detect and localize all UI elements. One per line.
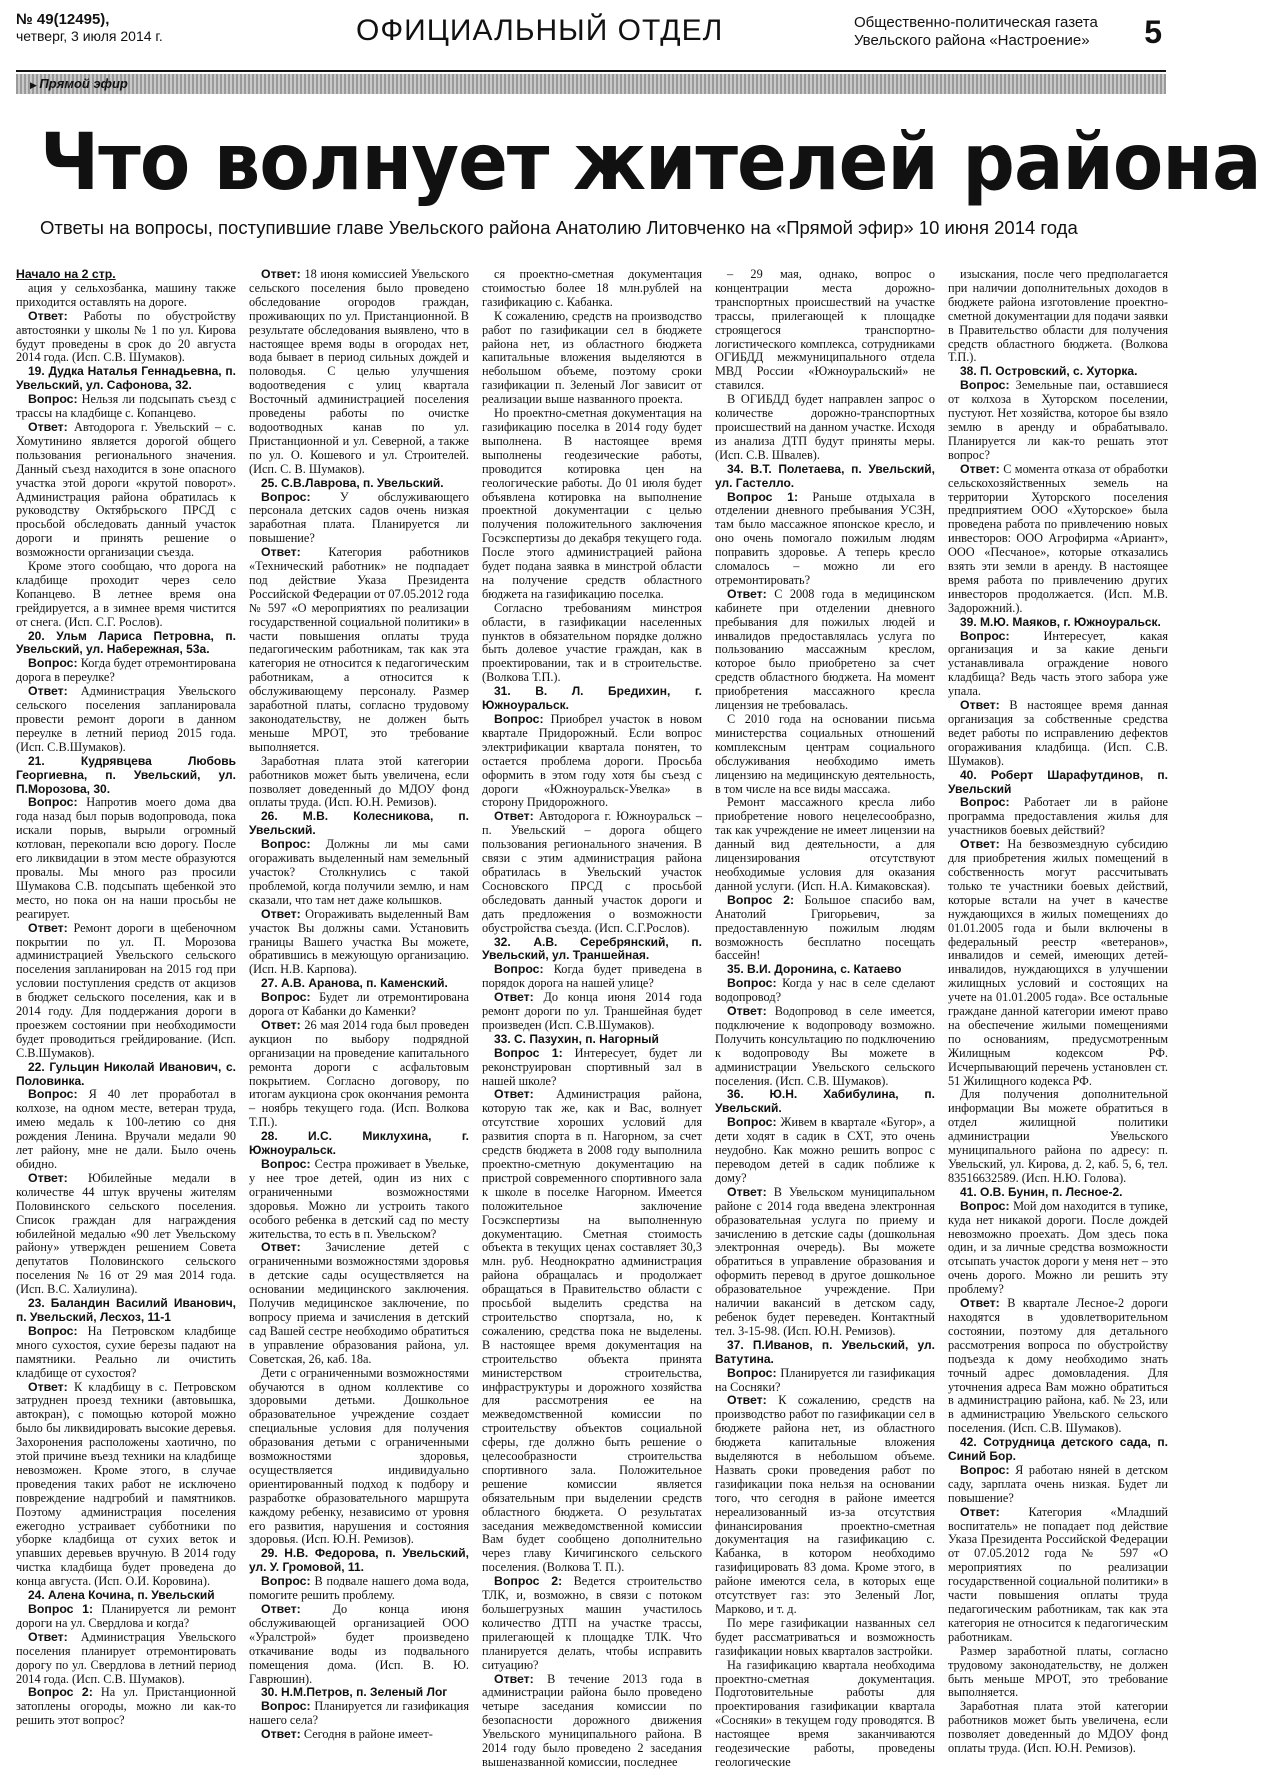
qa-paragraph — [948, 1297, 1168, 1436]
qa-label: Вопрос: — [28, 1087, 78, 1102]
qa-paragraph — [948, 1200, 1168, 1297]
qa-paragraph — [715, 1116, 935, 1186]
qa-label: Вопрос: — [960, 795, 1010, 810]
column-2 — [249, 267, 469, 1742]
qa-paragraph — [715, 1367, 935, 1395]
qa-label: Ответ: — [261, 1602, 301, 1616]
column-3 — [482, 267, 702, 1769]
question-author: 35. В.И. Доронина, с. Катаево — [727, 962, 902, 977]
qa-paragraph — [249, 1728, 469, 1742]
qa-paragraph — [715, 1186, 935, 1339]
qa-label: Ответ: — [261, 1017, 301, 1032]
qa-label: Вопрос: — [28, 656, 78, 671]
column-4 — [715, 267, 936, 1769]
qa-label: Ответ: — [494, 1671, 534, 1686]
qa-paragraph — [249, 491, 469, 547]
qa-label: Ответ: — [261, 545, 301, 560]
qa-label: Ответ: — [28, 1170, 68, 1185]
qa-label: Вопрос: — [261, 1699, 311, 1714]
qa-text: Автодорога г. Южноуральск – п. Увельский – дорога общего пользования регионального значения. В связи с этим администрация района обратилась в Увельский участок Сосновского ПРСД с просьбой обследовать данный участок дороги и дать предложения о возможности обустройства съезда. (Исп. С.Г.Рослов). — [482, 809, 702, 935]
qa-paragraph — [948, 796, 1168, 838]
question-author: 30. Н.М.Петров, п. Зеленый Лог — [261, 1685, 448, 1700]
qa-paragraph — [482, 991, 702, 1033]
qa-paragraph — [482, 1047, 702, 1089]
qa-paragraph — [16, 1325, 236, 1381]
qa-text: Раньше отдыхала в отделении дневного пребывания УСЗН, там было массажное японское кресло, и оно очень помогало пожилым людям поправить здоровье. А теперь кресло сломалось – можно ли его отремонтировать? — [715, 489, 935, 587]
question-author: 34. В.Т. Полетаева, п. Увельский, ул. Гастелло. — [715, 461, 935, 490]
qa-text: Живем в квартале «Бугор», а дети ходят в садик в СХТ, это очень неудобно. Как можно решить вопрос с переводом детей в садик поближе к дому? — [715, 1115, 935, 1185]
qa-paragraph — [948, 838, 1168, 1088]
qa-text: Сегодня в районе имеет- — [300, 1727, 433, 1742]
qa-text: Зачисление детей с ограниченными возможностями здоровья в детские сады осуществляется на основании медицинского заключения. Получив медицинское заключение, по вопросу приема и зачисления в детский сад Вашей сестре необходимо обратиться в управление образования района, ул. Советская, 26, каб. 18а. — [249, 1240, 469, 1366]
qa-paragraph — [948, 1464, 1168, 1506]
question-author: 22. Гульцин Николай Иванович, с. Половинка. — [16, 1059, 236, 1088]
question-author: 23. Баландин Василий Иванович, п. Увельский, Лесхоз, 11-1 — [16, 1296, 236, 1324]
qa-text: Интересует, будет ли реконструирован спортивный зал в нашей школе? — [482, 1045, 702, 1088]
qa-text: Ведется строительство ТЛК, и, возможно, в связи с потоком большегрузных машин участилось количество ДТП на участке трассы, прилегающей к площадке ТЛК. Что планируется делать, чтобы исправить ситуацию? — [482, 1574, 702, 1672]
qa-paragraph — [16, 796, 236, 921]
qa-text: У обслуживающего персонала детских садов очень низкая заработная плата. Планируется ли повышение? — [249, 489, 469, 546]
qa-label: Ответ: — [28, 1629, 68, 1644]
qa-text: Администрация Увельского поселения планирует отремонтировать дорогу по ул. Свердлова в летний период 2014 года. (Исп. С.В. Шумаков). — [16, 1629, 236, 1686]
subheadline: Ответы на вопросы, поступившие главе Увельского района Анатолию Литовченко на «Прямой эфир» 10 июня 2014 года — [40, 217, 1078, 238]
qa-label: Вопрос: — [261, 837, 311, 852]
paragraph: изыскания, после чего предполагается при наличии дополнительных доходов в бюджете района изготовление проектно-сметной документации для подачи заявки в Правительство области для получения средств областного бюджета. (Волкова Т.П.). — [948, 267, 1168, 365]
qa-label: Вопрос 2: — [727, 892, 795, 907]
headline: Что волнует жителей района — [40, 118, 1261, 208]
qa-text: Планируется ли газификация на Сосняки? — [715, 1365, 935, 1394]
qa-text: Интересует, какая организация и за какие деньги устанавливала ограждение нового кладбища? Ведь часть этого забора уже упала. — [948, 628, 1168, 699]
qa-text: На ул. Пристанционной затоплены огороды, можно ли как-то решить этот вопрос? — [16, 1685, 236, 1728]
question-author: 31. В. Л. Бредихин, г. Южноуральск. — [482, 684, 702, 713]
question-author: 32. А.В. Серебрянский, п. Увельский, ул. Траншейная. — [482, 934, 702, 963]
qa-paragraph — [948, 379, 1168, 462]
qa-text: Мой дом находится в тупике, куда нет никакой дороги. После дождей невозможно проехать. Дом здесь пока один, и за личные средства возможности отсыпать участок дороги у меня нет – это очень дорого. Можно ли решить эту проблему? — [948, 1198, 1168, 1297]
question-author: 37. П.Иванов, п. Увельский, ул. Ватутина. — [715, 1337, 935, 1366]
qa-text: Планируется ли ремонт дороги на ул. Свердлова и когда? — [16, 1602, 236, 1630]
qa-label: Ответ: — [28, 920, 68, 935]
qa-text: Когда будет отремонтирована дорога в переулке? — [16, 656, 237, 685]
qa-label: Ответ: — [960, 837, 1000, 852]
qa-paragraph — [249, 991, 469, 1019]
question-author: 40. Роберт Шарафутдинов, п. Увельский — [948, 767, 1168, 796]
qa-text: До конца июня обслуживающей организацией ООО «Уралстрой» будет произведено откачивание воды из подвального помещения дома. (Исп. В. Ю. Гаврюшин). — [249, 1602, 469, 1686]
qa-text: Огораживать выделенный Вам участок Вы должны сами. Установить границы Вашего участка Вы можете, обратившись в межующую организацию. (Исп. Н.В. Карпова). — [249, 906, 469, 977]
qa-paragraph — [249, 268, 469, 477]
qa-paragraph — [16, 685, 236, 755]
qa-text: В подвале нашего дома вода, помогите решить проблему. — [249, 1574, 469, 1603]
qa-paragraph — [948, 1506, 1168, 1645]
qa-paragraph — [482, 1088, 702, 1575]
paragraph: – 29 мая, однако, вопрос о концентрации места дорожно-транспортных происшествий на участке трассы, прилегающей к площадке строящегося транспортно-логистического комплекса, сотрудниками ОГИБДД межмуниципального отдела МВД России «Южноуральский» не ставился. — [715, 267, 935, 393]
article-body — [16, 267, 1168, 1769]
paragraph: Но проектно-сметная документация на газификацию поселка в 2014 году будет выполнена. В настоящее время выполнены геодезические работы, проводится котировка цен на геологические работы. До 01 июля будет объявлена котировка на выполнение проектной документации с целью получения положительного заключения Госэкспертизы до декабря текущего года. После этого администрацией района будет подана заявка в минстрой области на получение средств областного бюджета на газификацию поселка. — [482, 406, 702, 601]
qa-paragraph — [16, 421, 236, 560]
qa-text: Категория работников «Технический работник» не подпадает под действие Указа Президента Российской Федерации от 07.05.2012 года № 597 «О мероприятиях по реализации государственной социальной политики» в части повышения оплаты труда педагогическим работникам, так как эта категория не относится к педагогическим работникам, а относится к обслуживающему персоналу. Размер заработной платы, согласно трудовому законодательству, не должен быть меньше МРОТ, это требование выполняется. — [249, 545, 469, 754]
qa-text: Я работаю няней в детском саду, зарплата очень низкая. Будет ли повышение? — [948, 1462, 1168, 1505]
qa-label: Ответ: — [28, 684, 68, 699]
question-author: 24. Алена Кочина, п. Увельский — [28, 1588, 215, 1603]
qa-label: Вопрос: — [960, 1198, 1010, 1213]
question-author: 36. Ю.Н. Хабибулина, п. Увельский. — [715, 1087, 935, 1116]
qa-label: Вопрос 1: — [727, 489, 799, 504]
qa-label: Вопрос: — [960, 378, 1010, 393]
paragraph: К сожалению, средств на производство работ по газификации сел в бюджете района нет, из областного бюджета капитальные вложения выделяются в небольшом объеме, поэтому сроки газификации п. Зеленый Лог зависит от реализации выше названного проекта. — [482, 308, 702, 407]
qa-paragraph — [16, 657, 236, 685]
paragraph: На газификацию квартала необходима проектно-сметная документация. Подготовительные работы для проектирования газификации квартала «Сосняки» в текущем году проводятся. В настоящее время заканчиваются геодезические работы, проведены геологические — [715, 1657, 935, 1769]
qa-paragraph — [16, 1088, 236, 1171]
qa-label: Ответ: — [727, 1004, 767, 1019]
qa-text: 26 мая 2014 года был проведен аукцион по выбору подрядной организации на проведение капитального ремонта дороги с асфальтовым покрытием. Согласно договору, по итогам аукциона срок окончания ремонта – ноябрь текущего года. (Исп. Волкова Т.П.). — [249, 1017, 469, 1130]
question-author: 25. С.В.Лаврова, п. Увельский. — [261, 475, 444, 490]
qa-paragraph — [16, 310, 236, 366]
question-author: 21. Кудрявцева Любовь Георгиевна, п. Увельский, ул. П.Морозова, 30. — [16, 753, 236, 796]
qa-paragraph — [948, 630, 1168, 700]
continuation-note: Начало на 2 стр. — [16, 267, 116, 281]
question-author: 39. М.Ю. Маяков, г. Южноуральск. — [960, 614, 1161, 629]
qa-paragraph — [16, 393, 236, 421]
masthead — [16, 8, 1166, 72]
qa-paragraph — [249, 1158, 469, 1241]
qa-text: Нельзя ли подсыпать съезд с трассы на кладбище с. Копанцево. — [16, 392, 236, 421]
qa-paragraph — [249, 1241, 469, 1366]
qa-paragraph — [16, 1172, 236, 1297]
qa-label: Вопрос 2: — [28, 1685, 93, 1700]
qa-label: Ответ: — [261, 906, 301, 921]
qa-label: Вопрос: — [960, 1462, 1010, 1477]
qa-text: Земельные паи, оставшиеся от колхоза в Хуторском поселении, пустуют. Нет хозяйства, которое бы взяло землю в аренду и обрабатывало. Планируется ли как-то решать этот вопрос? — [948, 378, 1168, 462]
qa-paragraph — [249, 1019, 469, 1130]
qa-paragraph — [249, 1603, 469, 1686]
qa-text: К сожалению, средств на производство работ по газификации сел в бюджете района нет, из областного бюджета капитальные вложения выделяются в небольшом объеме. Назвать сроки проведения работ по газификации пока нельзя на основании того, что сегодня в районе имеется нереализованный из-за отсутствия финансирования проектно-сметная документация на газификацию с. Кабанка, в котором необходимо газифицировать 83 дома. Кроме этого, в районе имеются села, в которых еще отсутствует газ: это Зеленый Лог, Марково, и т. д. — [715, 1393, 935, 1616]
qa-label: Вопрос: — [261, 1157, 311, 1171]
paper-name-line1: Общественно-политическая газета — [854, 14, 1098, 31]
qa-label: Вопрос: — [960, 628, 1010, 643]
qa-text: Большое спасибо вам, Анатолий Григорьевич, за предоставленную пожилым людям возможность бесплатно посещать бассейн! — [715, 892, 936, 963]
question-author: 33. С. Пазухин, п. Нагорный — [494, 1031, 659, 1046]
question-author: 38. П. Островский, с. Хуторка. — [960, 364, 1138, 379]
paragraph: С 2010 года на основании письма министерства социальных отношений комплексным центрам социального обслуживания необходимо иметь лицензию на медицинскую деятельность, в том числе на все виды массажа. — [715, 712, 935, 796]
qa-paragraph — [715, 894, 935, 964]
qa-text: Планируется ли газификация нашего села? — [249, 1699, 469, 1728]
qa-paragraph — [715, 1394, 935, 1617]
qa-text: Когда у нас в селе сделают водопровод? — [715, 976, 935, 1005]
qa-text: На безвозмездную субсидию для приобретения жилых помещений в собственность могут рассчитывать только те участники боевых действий, которые встали на учет в качестве нуждающихся в жилых помещениях до 01.01.2005 года и были включены в федеральный реестр «ветеранов», инвалидов и семей, имеющих детей-инвалидов, нуждающихся в улучшении жилищных условий и состоящих на учете на 01.01.2005 года». Все остальные граждане данной категории имеют право на обеспечение жилыми помещениями по основаниям, предусмотренным Жилищным кодексом РФ. Исчерпывающий перечень установлен ст. 51 Жилищного кодекса РФ. — [948, 837, 1168, 1088]
qa-label: Вопрос: — [261, 990, 311, 1005]
qa-text: Администрация района, которую так же, как и Вас, волнует отсутствие хороших условий для развития спорта в п. Нагорном, за счет средств бюджета в 2008 году выполнила проектно-сметную документацию на пристрой современного спортивного зала к школе в поселке Нагорном. Имеется положительное заключение Госэкспертизы на выполненную документацию. Сметная стоимость объекта в текущих ценах составляет 30,3 млн. руб. Неоднократно администрация района обращалась и продолжает обращаться в Правительство области с просьбой выделить средства на строительство спортзала, но, к сожалению, средства пока не выделены. В настоящее время документация на строительство объекта принята министерством строительства, инфраструктуры и дорожного хозяйства для рассмотрения ее на межведомственной комиссии по строительству объектов социальной сферы, где должно быть решение о целесообразности строительства спортивного зала. Положительное решение комиссии является обязательным при выделении средств областного бюджета. О результатах заседания межведомственной комиссии Вам будет сообщено дополнительно через главу Кичигинского сельского поселения. (Волкова Т. П.). — [482, 1087, 702, 1575]
qa-text: В течение 2013 года в администрации района было проведено четыре заседания комиссии по безопасности дорожного движения Увельского муниципального района. В 2014 году было проведено 2 заседания вышеназванной комиссии, последнее — [482, 1671, 702, 1769]
qa-paragraph — [16, 1381, 236, 1590]
rubric-label: ▶ Прямой эфир — [30, 74, 128, 95]
qa-label: Ответ: — [727, 1184, 767, 1199]
paragraph: Согласно требованиям минстроя области, в газификации населенных пунктов в обязательном порядке должно быть долевое участие граждан, как в проектировании, так и в строительстве. (Волкова Т.П.). — [482, 600, 702, 685]
paragraph: Кроме этого сообщаю, что дорога на кладбище проходит через село Копанцево. В летнее время она грейдируется, а в зимнее время чистится от снега. (Исп. С.Г. Рослов). — [16, 559, 236, 629]
paper-name — [854, 14, 1098, 50]
paragraph: ся проектно-сметная документация стоимостью более 18 млн.рублей на газификацию с. Кабанка. — [482, 267, 702, 309]
qa-paragraph — [16, 1686, 236, 1728]
page-number: 5 — [1144, 14, 1162, 50]
qa-paragraph — [249, 1575, 469, 1603]
qa-paragraph — [482, 810, 702, 935]
qa-text: Работы по обустройству автостоянки у школы № 1 по ул. Кирова будут проведены в срок до 20 августа 2014 года. (Исп. С.В. Шумаков). — [16, 308, 236, 365]
qa-label: Вопрос: — [494, 712, 544, 726]
qa-label: Вопрос: — [261, 489, 311, 504]
question-author: 41. О.В. Бунин, п. Лесное-2. — [960, 1184, 1123, 1199]
qa-text: Автодорога г. Увельский – с. Хомутинино является дорогой общего пользования регионального значения. Данный съезд находится в зоне опасного участка этой дороги «крутой поворот». Администрация района обратилась к руководству Октябрьского ПРСД с просьбой обследовать данный участок дороги и принять решение о возможности организации съезда. — [16, 419, 236, 560]
qa-paragraph — [249, 1700, 469, 1728]
paper-name-line2: Увельского района «Настроение» — [854, 32, 1090, 49]
qa-label: Ответ: — [494, 1087, 534, 1102]
qa-label: Вопрос 1: — [494, 1045, 563, 1060]
qa-text: В Увельском муниципальном районе с 2014 года введена электронная образовательная услуга по приему и зачислению в детские сады (дошкольная электронная очередь). Вы можете обратиться в управление образования и оформить перевод в другое дошкольное образовательное учреждение. При наличии вакансий в детском саду, ребенок будет переведен. Контактный тел. 3-15-98. (Исп. Ю.Н. Ремизов). — [715, 1184, 935, 1338]
qa-paragraph — [715, 588, 935, 713]
qa-label: Ответ: — [494, 990, 534, 1005]
qa-text: Будет ли отремонтирована дорога от Кабанки до Каменки? — [249, 990, 469, 1019]
qa-text: Администрация Увельского сельского поселения запланировала провести ремонт дороги в данном переулке в летний период 2015 года. (Исп. С.В.Шумаков). — [16, 684, 236, 754]
qa-paragraph — [482, 963, 702, 991]
qa-label: Вопрос: — [494, 962, 544, 977]
qa-label: Вопрос: — [28, 795, 78, 810]
column-5 — [948, 267, 1168, 1756]
rubric-bar — [16, 74, 1166, 94]
section-title: ОФИЦИАЛЬНЫЙ ОТДЕЛ — [356, 14, 724, 47]
qa-text: Должны ли мы сами огораживать выделенный нам земельный участок? Столкнулись с такой проблемой, когда получили землю, и нам сказали, что там нет даже колышков. — [249, 837, 469, 907]
paragraph: Заработная плата этой категории работников может быть увеличена, если позволяет доведенный до МДОУ фонд оплаты труда. (Исп. Ю.Н. Ремизов). — [249, 753, 469, 810]
qa-label: Вопрос 1: — [28, 1602, 94, 1616]
qa-label: Вопрос: — [28, 1323, 78, 1338]
qa-paragraph — [249, 838, 469, 908]
qa-label: Вопрос: — [727, 1115, 777, 1130]
qa-text: В настоящее время данная организация за собственные средства ведет работы по исправлению дефектов огораживания кладбища. (Исп. С.В. Шумаков). — [948, 698, 1168, 768]
issue-date: четверг, 3 июля 2014 г. — [16, 28, 163, 44]
paragraph: Ремонт массажного кресла либо приобретение нового нецелесообразно, так как учреждение не имеет лицензии на данный вид деятельности, а для лицензирования отсутствуют необходимые условия для оказания данной услуги. (Исп. Н.А. Кимаковская). — [715, 795, 935, 893]
qa-text: До конца июня 2014 года ремонт дороги по ул. Траншейная будет произведен (Исп. С.В.Шумаков). — [482, 990, 702, 1032]
question-author: 29. Н.В. Федорова, п. Увельский, ул. У. Громовой, 11. — [249, 1546, 469, 1575]
qa-paragraph — [482, 1575, 702, 1672]
qa-label: Ответ: — [28, 308, 68, 323]
paragraph: ация у сельхозбанка, машину также приходится оставлять на дороге. — [16, 280, 236, 309]
qa-label: Ответ: — [494, 809, 534, 824]
qa-label: Вопрос: — [28, 392, 78, 407]
paragraph: В ОГИБДД будет направлен запрос о количестве дорожно-транспортных происшествий на данном участке. Исходя из анализа ДТП будут приняты меры. (Исп. С.В. Швалев). — [715, 392, 935, 462]
paragraph: Для получения дополнительной информации Вы можете обратиться в отдел жилищной политики администрации Увельского муниципального района по адресу: п. Увельский, ул. Кирова, д. 2, каб. 5, 6, тел. 83516632589. (Исп. Н.Ю. Голова). — [948, 1087, 1168, 1185]
qa-text: Я 40 лет проработал в колхозе, на одном месте, ветеран труда, имею медаль к 100-летию со дня рождения Ленина. Вручали медали 90 лет району, мне не дали. Было очень обидно. — [16, 1087, 236, 1171]
question-author: 42. Сотрудница детского сада, п. Синий Бор. — [948, 1435, 1168, 1464]
qa-paragraph — [948, 699, 1168, 769]
qa-text: Категория «Младший воспитатель» не попадает под действие Указа Президента Российской Федерации от 07.05.2012 года № 597 «О мероприятиях по реализации государственной социальной политики» в части повышения оплаты труда педагогическим работникам, так как эта категория не относится к педагогическим работникам. — [948, 1504, 1168, 1644]
qa-label: Ответ: — [261, 267, 301, 281]
qa-paragraph — [482, 713, 702, 810]
qa-paragraph — [715, 491, 935, 588]
qa-label: Ответ: — [727, 586, 767, 601]
qa-text: Юбилейные медали в количестве 44 штук вручены жителям Половинского сельского поселения. Список граждан для награждения юбилейной медалью «90 лет Увельскому району» утвержден решением Совета депутатов Половинского сельского поселения № 16 от 29 мая 2014 года. (Исп. В.С. Халиулина). — [16, 1170, 236, 1297]
qa-text: Ремонт дороги в щебеночном покрытии по ул. П. Морозова администрацией Увельского сельского поселения запланирован на 2015 год при условии поступления средств от акцизов в бюджет сельского поселения, как и в 2014 году. Для поддержания дороги в проезжем состоянии при необходимости будет проводиться грейдирование. (Исп. С.В.Шумаков). — [16, 920, 236, 1060]
qa-paragraph — [482, 1673, 702, 1770]
paragraph: По мере газификации названных сел будет рассматриваться и возможность газификации новых кварталов застройки. — [715, 1615, 935, 1658]
qa-paragraph — [715, 977, 935, 1005]
qa-label: Ответ: — [261, 1727, 301, 1742]
qa-label: Вопрос 2: — [494, 1574, 563, 1589]
qa-label: Ответ: — [261, 1240, 301, 1255]
qa-text: Приобрел участок в новом квартале Придорожный. Если вопрос электрификации квартала понятен, то остается проблема дороги. Просьба оформить в этом году хотя бы съезд с дороги «Южноуральск-Увелка» в сторону Придорожного. — [482, 712, 702, 810]
paragraph: Размер заработной платы, согласно трудовому законодательству, не должен быть меньше МРОТ, это требование выполняется. — [948, 1643, 1168, 1700]
column-1 — [16, 267, 237, 1728]
qa-label: Вопрос: — [727, 976, 777, 991]
question-author: 20. Ульм Лариса Петровна, п. Увельский, ул. Набережная, 53а. — [16, 628, 236, 657]
qa-text: С 2008 года в медицинском кабинете при отделении дневного пребывания для пожилых людей и инвалидов предоставлялась услуга по пользованию массажным креслом, которое было приобретено за счет средств областного бюджета. На момент приобретения массажного кресла лицензия не требовалась. — [715, 586, 935, 713]
qa-paragraph — [16, 1603, 236, 1631]
qa-label: Ответ: — [960, 698, 1000, 713]
question-author: 27. А.В. Аранова, п. Каменский. — [261, 976, 448, 991]
qa-text: Напротив моего дома два года назад был порыв водопровода, пока искали порыв, вырыли огромный котлован, перекопали всю дорогу. После его ликвидации в этом месте образуются провалы. Мы много раз просили Шумакова С.В. подсыпать щебенкой это место, но пока он на наши просьбы не реагирует. — [16, 795, 236, 921]
qa-paragraph — [249, 546, 469, 755]
qa-label: Ответ: — [727, 1393, 767, 1408]
qa-paragraph — [249, 908, 469, 978]
paragraph: Заработная плата этой категории работников может быть увеличена, если позволяет доведенный до МДОУ фонд оплаты труда. (Исп. Ю.Н. Ремизов). — [948, 1699, 1168, 1756]
paragraph: Дети с ограниченными возможностями обучаются в одном коллективе со здоровыми детьми. Дошкольное образовательное учреждение создает специальные условия для получения образования детьми с ограниченными возможностями здоровья, осуществляется индивидуально ориентированный подход к подбору и разработке образовательного маршрута каждому ребенку, независимо от уровня его развития, нарушения и состояния здоровья. (Исп. Ю.Н. Ремизов). — [249, 1365, 469, 1547]
qa-text: Когда будет приведена в порядок дорога на нашей улице? — [482, 962, 702, 991]
qa-text: Водопровод в селе имеется, подключение к водопроводу возможно. Получить консультацию по подключению к водопроводу Вы можете в администрации Увельского сельского поселения. (Исп. С.В. Шумаков). — [715, 1004, 935, 1088]
qa-label: Вопрос: — [261, 1574, 311, 1589]
qa-label: Ответ: — [960, 1296, 1000, 1311]
question-author: 26. М.В. Колесникова, п. Увельский. — [249, 809, 469, 838]
qa-label: Ответ: — [28, 419, 68, 434]
qa-paragraph — [16, 922, 236, 1061]
qa-text: 18 июня комиссией Увельского сельского поселения было проведено обследование огородов граждан, проживающих по ул. Пристанционной. В результате обследования выявлено, что в настоящее время воды в огородах нет, вода бывает в период сильных дождей и половодья. С целью улучшения водоотведения с улиц квартала Восточный администрацией поселения проведены работы по очистке водоотводных канав по ул. Пристанционной и ул. Северной, а также по ул. О. Кошевого и ул. Строителей. (Исп. С. В. Шумаков). — [249, 267, 469, 476]
qa-text: Сестра проживает в Увельке, у нее трое детей, один из них с ограниченными возможностями здоровья. Можно ли устроить такого особого ребенка в детский сад по месту жительства, то есть в п. Увельском? — [249, 1157, 469, 1241]
qa-label: Ответ: — [960, 461, 1000, 476]
issue-info — [16, 12, 163, 44]
question-author: 19. Дудка Наталья Геннадьевна, п. Увельский, ул. Сафонова, 32. — [16, 364, 236, 393]
qa-text: На Петровском кладбище много сухостоя, сухие березы падают на памятники. Реально ли очистить кладбище от сухостоя? — [16, 1323, 236, 1380]
qa-text: С момента отказа от обработки сельскохозяйственных земель на территории Хуторского поселения предприятием ООО «Хуторское» была проведена работа по привлечению новых инвесторов: ООО Агрофирма «Ариант», ООО «Песчаное», которые отказались взять эти земли в аренду. В настоящее время работа по привлечению других инвесторов продолжается. (Исп. М.В. Задорожний.). — [948, 461, 1168, 615]
qa-text: К кладбищу в с. Петровском затруднен проезд техники (автовышка, автокран), с помощью которой можно было бы ликвидировать высокие деревья. Захоронения расположены хаотично, по этой причине въезд техники на кладбище невозможен. Кроме этого, в случае проведения таких работ не исключено повреждение надгробий и памятников. Поэтому администрация поселения ежегодно устраивает субботники по уборке кладбища от сухих веток и упавших деревьев вручную. В 2014 году чистка кладбища будет проведена до конца августа. (Исп. О.И. Коровина). — [16, 1379, 236, 1589]
qa-paragraph — [948, 463, 1168, 616]
qa-paragraph — [715, 1005, 935, 1088]
qa-text: Работает ли в районе программа предоставления жилья для участников боевых действий? — [948, 795, 1168, 838]
question-author: 28. И.С. Миклухина, г. Южноуральск. — [249, 1129, 469, 1158]
qa-label: Вопрос: — [727, 1365, 777, 1380]
qa-paragraph — [16, 1631, 236, 1687]
issue-number: № 49(12495), — [16, 11, 110, 28]
qa-label: Ответ: — [28, 1379, 68, 1394]
qa-text: В квартале Лесное-2 дороги находятся в удовлетворительном состоянии, поэтому для детального рассмотрения вопроса по обустройству подъезда к дому необходимо знать точный адрес домовладения. Для уточнения адреса Вам можно обратиться в администрацию района, каб. № 23, или в администрацию Увельского сельского поселения. (Исп. С.В. Шумаков). — [948, 1296, 1168, 1436]
qa-label: Ответ: — [960, 1504, 1000, 1519]
